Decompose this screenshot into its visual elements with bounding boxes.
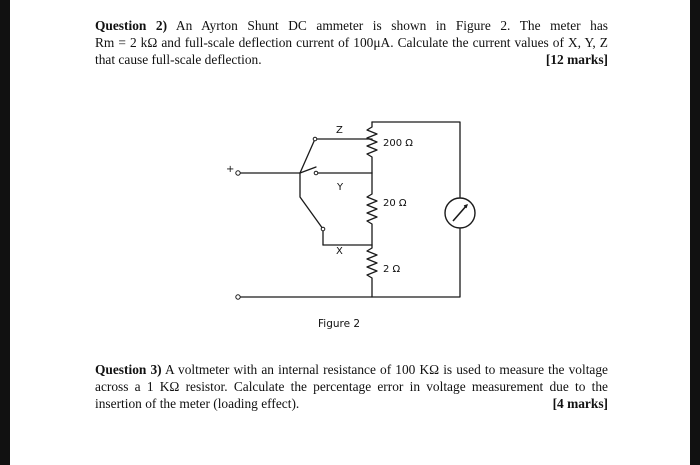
- label-20-ohm: 20 Ω: [383, 198, 407, 209]
- question-3-marks: [4 marks]: [552, 396, 608, 411]
- label-z: Z: [336, 125, 343, 136]
- question-2-text-3: that cause full-scale deflection.: [95, 52, 262, 67]
- resistor-2-ohm: [367, 245, 377, 297]
- terminal-negative: [236, 295, 240, 299]
- question-2-text-1: An Ayrton Shunt DC ammeter is shown in Figure 2. The meter has: [175, 18, 609, 33]
- question-3-text-3: insertion of the meter (loading effect).: [95, 396, 300, 411]
- question-2-line-1: [95, 17, 608, 34]
- label-y: Y: [337, 182, 344, 193]
- question-2-line-2: Rm = 2 kΩ and full-scale deflection current of 100μA. Calculate the current values of X, Y, Z: [95, 35, 608, 50]
- question-3-line-1: [95, 361, 608, 378]
- ayrton-shunt-diagram: [220, 105, 495, 330]
- question-3-text-1: A voltmeter with an internal resistance of 100 KΩ is used to measure the voltage: [164, 362, 609, 377]
- label-200-ohm: 200 Ω: [383, 138, 413, 149]
- label-2-ohm: 2 Ω: [383, 264, 401, 275]
- figure-caption: Figure 2: [318, 318, 361, 330]
- resistor-20-ohm: [367, 173, 377, 245]
- terminal-positive: [236, 171, 240, 175]
- question-2-marks: [12 marks]: [545, 52, 608, 67]
- question-3-line-3: [95, 395, 608, 412]
- question-3: [95, 361, 608, 412]
- screen-edge-right: [690, 0, 700, 465]
- label-x: X: [336, 246, 343, 257]
- contact-x: [321, 227, 325, 231]
- resistor-200-ohm: [367, 122, 377, 173]
- question-3-title: Question 3): [95, 362, 162, 377]
- contact-z: [313, 137, 317, 141]
- question-3-line-2: across a 1 KΩ resistor. Calculate the percentage error in voltage measurement due to the: [95, 379, 608, 394]
- bottom-wire: [238, 229, 460, 297]
- switch-arm-x: [300, 173, 323, 229]
- screen-edge-left: [0, 0, 10, 465]
- contact-y: [314, 171, 318, 175]
- label-plus: +: [226, 164, 235, 175]
- question-2-title: Question 2): [95, 18, 168, 33]
- top-wire: [372, 122, 460, 197]
- ammeter: [445, 198, 475, 228]
- question-2-line-3: [95, 51, 608, 68]
- question-2: [95, 17, 608, 68]
- figure-2-circuit: [220, 105, 495, 330]
